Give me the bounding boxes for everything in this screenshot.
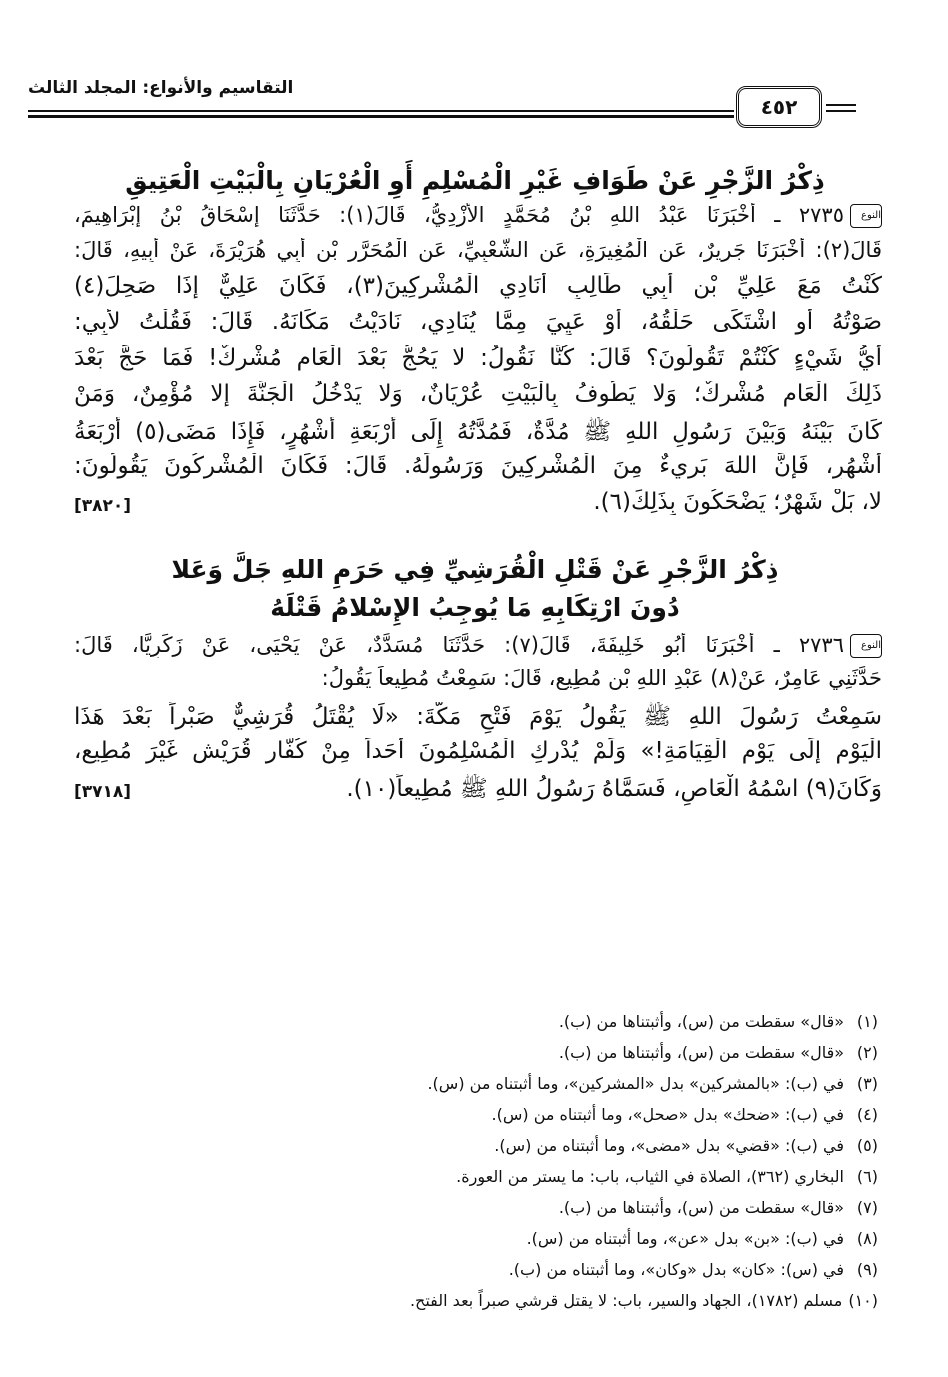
header-rule: [826, 110, 856, 112]
footnote-separator: [560, 985, 880, 986]
header-rule: [28, 110, 734, 112]
hadith-line: الْيَوْمِ إِلَى يَوْمِ الْقِيَامَةِ!» وَلَمْ يُدْرِكِ الْمُسْلِمُونَ أَحَداً مِنْ كُفَّارِ قُرَيْشٍ غَيْرَ مُطِيعٍ،: [74, 738, 882, 764]
header-rule: [28, 115, 734, 118]
footnote-number: (٦): [856, 1167, 878, 1186]
hadith-line: حَدَّثَنِي عَامِرٌ، عَنْ(٨) عَبْدِ اللهِ بْنِ مُطِيعٍ، قَالَ: سَمِعْتُ مُطِيعاً يَقُولُ:: [321, 666, 882, 690]
footnote-number: (٧): [856, 1198, 878, 1217]
hadith-line: لا، بَلْ شَهْرٌ؛ يَضْحَكُونَ بِذَلِكَ(٦).: [593, 489, 882, 515]
hadith-text: ٢٧٣٥ ـ أَخْبَرَنَا عَبْدُ اللهِ بْنُ مُحَمَّدٍ الأَزْدِيُّ، قَالَ(١): حَدَّثَنَا إِسْحَاقُ بْنُ إِبْرَاهِيمَ،: [74, 203, 844, 227]
footnote-number: (٤): [856, 1105, 878, 1124]
footnote-number: (١٠): [848, 1291, 878, 1310]
hadith-line: ذَلِكَ الْعَامِ مُشْرِكٌ؛ وَلا يَطُوفُ بِالْبَيْتِ عُرْيَانٌ، وَلا يَدْخُلُ الْجَنَّةَ إِلا مُؤْمِنٌ، وَمَنْ: [74, 381, 882, 407]
footnote: [559, 1012, 878, 1031]
footnote-text: «قال» سقطت من (س)، وأثبتناها من (ب).: [558, 1012, 844, 1031]
footnote-text: في (ب): «ضحك» بدل «صحل»، وما أثبتناه من (س).: [491, 1105, 844, 1124]
section-logo-icon: النوع: [850, 634, 882, 658]
footnote: [509, 1260, 878, 1279]
footnote-text: في (س): «كان» بدل «وكان»، وما أثبتناه من (ب).: [508, 1260, 844, 1279]
footnote: [427, 1074, 878, 1093]
page-number: ٤٥٢: [736, 86, 822, 128]
footnote-text: مسلم (١٧٨٢)، الجهاد والسير، باب: لا يقتل قرشي صبراً بعد الفتح.: [409, 1291, 843, 1310]
hadith-line: [74, 633, 882, 658]
hadith-line: كُنْتُ مَعَ عَلِيِّ بْنِ أَبِي طَالِبٍ أُنَادِي الْمُشْرِكِينَ(٣)، فَكَانَ عَلِيٌّ إِذَا صَحِلَ(٤): [74, 273, 882, 299]
hadith-line: سَمِعْتُ رَسُولَ اللهِ ﷺ يَقُولُ يَوْمَ فَتْحِ مَكَّةَ: «لَا يُقْتَلُ قُرَشِيٌّ صَبْراً بَعْدَ هَذَا: [74, 704, 882, 730]
cross-reference: [٣٨٢٠]: [74, 496, 132, 516]
footnote-number: (٣): [856, 1074, 878, 1093]
header-rule: [826, 104, 856, 106]
section-logo-icon: النوع: [850, 204, 882, 228]
section-heading: دُونَ ارْتِكَابِهِ مَا يُوجِبُ الإِسْلامُ قَتْلَهُ: [270, 593, 680, 622]
footnote-number: (٨): [856, 1229, 878, 1248]
footnote-text: في (ب): «قضي» بدل «مضى»، وما أثبتناه من (س).: [494, 1136, 844, 1155]
footnote: [410, 1291, 878, 1310]
hadith-line: [74, 203, 882, 228]
footnote: [559, 1043, 878, 1062]
hadith-line: كَانَ بَيْنَهُ وَبَيْنَ رَسُولِ اللهِ ﷺ مُدَّةٌ، فَمُدَّتُهُ إِلَى أَرْبَعَةِ أَشْهُرٍ، فَإِذَا مَضَى(٥) أَرْبَعَةُ: [74, 419, 882, 445]
footnote: [527, 1229, 878, 1248]
hadith-text: ٢٧٣٦ ـ أَخْبَرَنَا أَبُو خَلِيفَةَ، قَالَ(٧): حَدَّثَنَا مُسَدَّدٌ، عَنْ يَحْيَى، عَنْ زَكَرِيَّا، قَالَ:: [74, 633, 844, 657]
footnote-text: «قال» سقطت من (س)، وأثبتناها من (ب).: [558, 1198, 844, 1217]
footnote-number: (٥): [856, 1136, 878, 1155]
footnote-text: في (ب): «بن» بدل «عن»، وما أثبتناه من (س).: [526, 1229, 844, 1248]
section-heading: ذِكْرُ الزَّجْرِ عَنْ طَوَافِ غَيْرِ الْمُسْلِمِ أَوِ الْعُرْيَانِ بِالْبَيْتِ الْعَتِيقِ: [125, 166, 825, 195]
hadith-line: أَشْهُرٍ، فَإِنَّ اللهَ بَرِيءٌ مِنَ الْمُشْرِكِينَ وَرَسُولَهُ. قَالَ: فَكَانَ الْمُشْرِكُونَ يَقُولُونَ:: [74, 453, 882, 479]
footnote-text: في (ب): «بالمشركين» بدل «المشركين»، وما أثبتناه من (س).: [427, 1074, 844, 1093]
footnote-number: (٢): [856, 1043, 878, 1062]
section-heading: ذِكْرُ الزَّجْرِ عَنْ قَتْلِ الْقُرَشِيِّ فِي حَرَمِ اللهِ جَلَّ وَعَلا: [171, 555, 779, 584]
footnote: [456, 1167, 878, 1186]
hadith-line: أَيُّ شَيْءٍ كُنْتُمْ تَقُولُونَ؟ قَالَ: كُنَّا نَقُولُ: لا يَحُجُّ بَعْدَ الْعَامِ مُشْرِكٌ! فَمَا حَجَّ بَعْدَ: [74, 345, 882, 371]
footnote-text: «قال» سقطت من (س)، وأثبتناها من (ب).: [558, 1043, 844, 1062]
footnote-number: (١): [856, 1012, 878, 1031]
hadith-line: قَالَ(٢): أَخْبَرَنَا جَرِيرٌ، عَنِ الْمُغِيرَةِ، عَنِ الشَّعْبِيِّ، عَنِ الْمُحَرَّرِ بْنِ أَبِي هُرَيْرَةَ، عَنْ أَبِيهِ، قَالَ:: [74, 238, 882, 262]
footnote: [492, 1105, 879, 1124]
footnote: [559, 1198, 878, 1217]
book-title: التقاسيم والأنواع: المجلد الثالث: [28, 78, 294, 98]
footnote: [494, 1136, 878, 1155]
hadith-line: وَكَانَ(٩) اسْمُهُ الْعَاصِ، فَسَمَّاهُ رَسُولُ اللهِ ﷺ مُطِيعاً(١٠).: [346, 776, 882, 802]
cross-reference: [٣٧١٨]: [74, 782, 132, 802]
hadith-line: صَوْتُهُ أَوِ اشْتَكَى حَلْقُهُ، أَوْ عَيِيَ مِمَّا يُنَادِي، نَادَيْتُ مَكَانَهُ. قَالَ: فَقُلْتُ لأَبِي:: [74, 309, 882, 335]
footnote-number: (٩): [856, 1260, 878, 1279]
footnote-text: البخاري (٣٦٢)، الصلاة في الثياب، باب: ما يستر من العورة.: [456, 1167, 844, 1186]
